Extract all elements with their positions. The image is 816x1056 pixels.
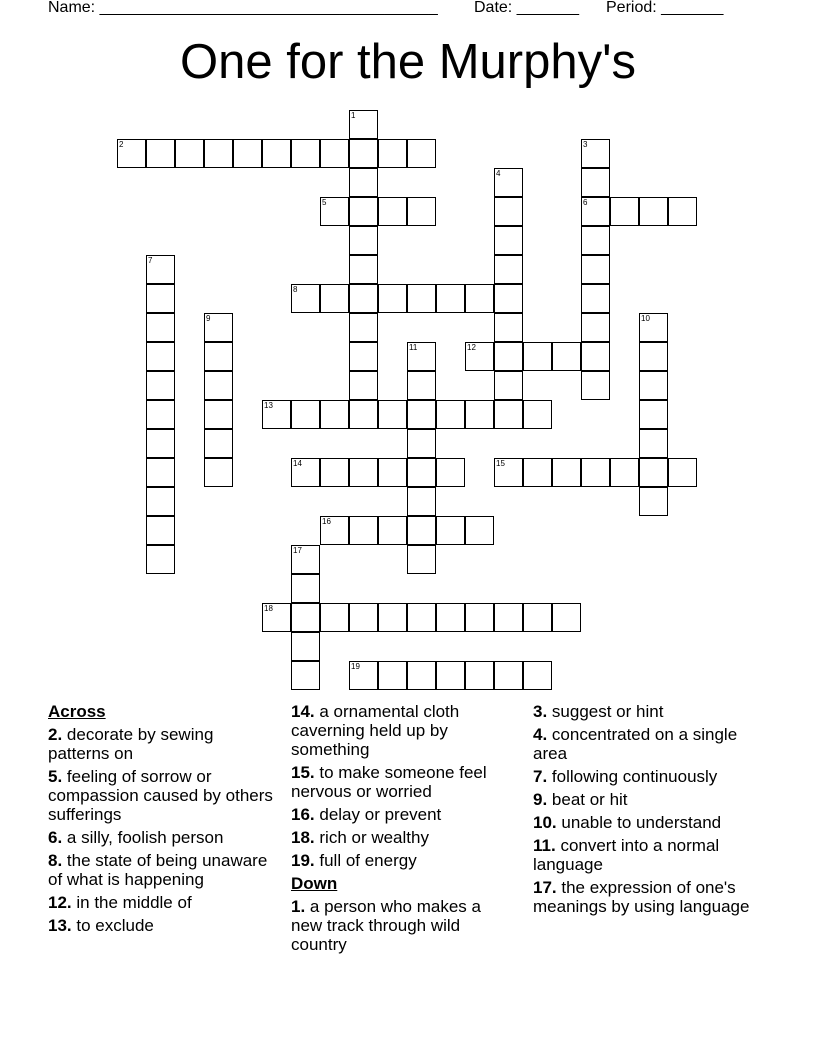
- grid-cell[interactable]: [436, 284, 465, 313]
- grid-cell[interactable]: [349, 226, 378, 255]
- grid-cell[interactable]: [291, 400, 320, 429]
- grid-cell[interactable]: [378, 284, 407, 313]
- clue-number: 1: [351, 111, 356, 120]
- clue-across-16: 16. delay or prevent: [291, 805, 442, 824]
- grid-cell[interactable]: [378, 516, 407, 545]
- clue-number: 5: [322, 198, 327, 207]
- grid-cell[interactable]: [146, 429, 175, 458]
- grid-cell[interactable]: [407, 371, 436, 400]
- grid-cell[interactable]: [349, 197, 378, 226]
- clue-across-13: 13. to exclude: [48, 916, 154, 935]
- grid-cell[interactable]: [523, 342, 552, 371]
- grid-cell[interactable]: [581, 168, 610, 197]
- clue-number: 2: [119, 140, 124, 149]
- grid-cell[interactable]: [436, 603, 465, 632]
- grid-cell[interactable]: [436, 516, 465, 545]
- clue-number: 3: [583, 140, 588, 149]
- clue-across-5: 5. feeling of sorrow or compassion caused by others sufferings: [48, 767, 273, 824]
- grid-cell[interactable]: [639, 197, 668, 226]
- grid-cell[interactable]: [668, 197, 697, 226]
- grid-cell[interactable]: [407, 429, 436, 458]
- grid-cell[interactable]: [320, 603, 349, 632]
- grid-cell[interactable]: [349, 371, 378, 400]
- grid-cell[interactable]: [523, 603, 552, 632]
- grid-cell[interactable]: [291, 661, 320, 690]
- clue-number: 15: [496, 459, 505, 468]
- grid-cell[interactable]: [146, 458, 175, 487]
- grid-cell[interactable]: [146, 255, 175, 284]
- grid-cell[interactable]: [146, 545, 175, 574]
- grid-cell[interactable]: [291, 284, 320, 313]
- grid-cell[interactable]: [523, 400, 552, 429]
- grid-cell[interactable]: [320, 197, 349, 226]
- grid-cell[interactable]: [291, 632, 320, 661]
- grid-cell[interactable]: [204, 342, 233, 371]
- grid-cell[interactable]: [581, 458, 610, 487]
- grid-cell[interactable]: [378, 400, 407, 429]
- grid-cell[interactable]: [146, 487, 175, 516]
- clue-down-3: 3. suggest or hint: [533, 702, 664, 721]
- grid-cell[interactable]: [349, 168, 378, 197]
- clue-number: 6: [583, 198, 588, 207]
- grid-cell[interactable]: [581, 371, 610, 400]
- grid-cell[interactable]: [291, 458, 320, 487]
- grid-cell[interactable]: [233, 139, 262, 168]
- grid-cell[interactable]: [407, 458, 436, 487]
- grid-cell[interactable]: [378, 661, 407, 690]
- clue-number: 9: [206, 314, 211, 323]
- grid-cell[interactable]: [552, 342, 581, 371]
- grid-cell[interactable]: [204, 313, 233, 342]
- grid-cell[interactable]: [320, 458, 349, 487]
- grid-cell[interactable]: [378, 458, 407, 487]
- grid-cell[interactable]: [204, 458, 233, 487]
- clue-number: 13: [264, 401, 273, 410]
- grid-cell[interactable]: [552, 603, 581, 632]
- grid-cell[interactable]: [204, 139, 233, 168]
- grid-cell[interactable]: [494, 458, 523, 487]
- grid-cell[interactable]: [117, 139, 146, 168]
- grid-cell[interactable]: [494, 371, 523, 400]
- grid-cell[interactable]: [465, 603, 494, 632]
- grid-cell[interactable]: [349, 661, 378, 690]
- grid-cell[interactable]: [378, 139, 407, 168]
- name-field-label: Name: ______________________________________: [48, 0, 438, 16]
- clue-down-1: 1. a person who makes a new track through wild country: [291, 897, 481, 954]
- grid-cell[interactable]: [146, 400, 175, 429]
- clue-across-14: 14. a ornamental cloth caverning held up by something: [291, 702, 460, 759]
- grid-cell[interactable]: [349, 342, 378, 371]
- grid-cell[interactable]: [465, 661, 494, 690]
- clue-number: 11: [409, 343, 418, 352]
- grid-cell[interactable]: [175, 139, 204, 168]
- grid-cell[interactable]: [639, 487, 668, 516]
- clue-down-11: 11. convert into a normal language: [533, 836, 720, 874]
- grid-cell[interactable]: [639, 342, 668, 371]
- grid-cell[interactable]: [146, 139, 175, 168]
- down-heading: Down: [291, 874, 338, 893]
- grid-cell[interactable]: [494, 313, 523, 342]
- clue-number: 8: [293, 285, 298, 294]
- grid-cell[interactable]: [407, 197, 436, 226]
- clue-number: 19: [351, 662, 360, 671]
- grid-cell[interactable]: [320, 284, 349, 313]
- grid-cell[interactable]: [407, 487, 436, 516]
- grid-cell[interactable]: [407, 284, 436, 313]
- grid-cell[interactable]: [581, 139, 610, 168]
- clue-down-9: 9. beat or hit: [533, 790, 628, 809]
- clue-number: 10: [641, 314, 650, 323]
- grid-cell[interactable]: [668, 458, 697, 487]
- grid-cell[interactable]: [581, 284, 610, 313]
- grid-cell[interactable]: [465, 516, 494, 545]
- clue-across-18: 18. rich or wealthy: [291, 828, 429, 847]
- grid-cell[interactable]: [494, 255, 523, 284]
- grid-cell[interactable]: [204, 400, 233, 429]
- period-field-label: Period: _______: [606, 0, 724, 16]
- grid-cell[interactable]: [320, 400, 349, 429]
- grid-cell[interactable]: [262, 139, 291, 168]
- grid-cell[interactable]: [610, 197, 639, 226]
- grid-cell[interactable]: [349, 313, 378, 342]
- clue-down-4: 4. concentrated on a single area: [533, 725, 738, 763]
- clues-column-1: [48, 702, 278, 939]
- grid-cell[interactable]: [465, 342, 494, 371]
- grid-cell[interactable]: [407, 545, 436, 574]
- grid-cell[interactable]: [349, 110, 378, 139]
- grid-cell[interactable]: [204, 429, 233, 458]
- grid-cell[interactable]: [494, 197, 523, 226]
- grid-cell[interactable]: [494, 168, 523, 197]
- across-heading: Across: [48, 702, 106, 721]
- grid-cell[interactable]: [262, 603, 291, 632]
- grid-cell[interactable]: [581, 313, 610, 342]
- date-field-label: Date: _______: [474, 0, 579, 16]
- grid-cell[interactable]: [494, 342, 523, 371]
- grid-cell[interactable]: [407, 400, 436, 429]
- grid-cell[interactable]: [639, 371, 668, 400]
- clue-across-6: 6. a silly, foolish person: [48, 828, 224, 847]
- clues-column-2: [291, 702, 516, 958]
- clue-down-10: 10. unable to understand: [533, 813, 722, 832]
- grid-cell[interactable]: [523, 458, 552, 487]
- grid-cell[interactable]: [494, 400, 523, 429]
- grid-cell[interactable]: [262, 400, 291, 429]
- grid-cell[interactable]: [320, 516, 349, 545]
- grid-cell[interactable]: [349, 284, 378, 313]
- grid-cell[interactable]: [320, 139, 349, 168]
- grid-cell[interactable]: [639, 458, 668, 487]
- clue-number: 12: [467, 343, 476, 352]
- grid-cell[interactable]: [291, 139, 320, 168]
- clue-number: 14: [293, 459, 302, 468]
- grid-cell[interactable]: [581, 255, 610, 284]
- grid-cell[interactable]: [291, 574, 320, 603]
- grid-cell[interactable]: [146, 313, 175, 342]
- grid-cell[interactable]: [581, 342, 610, 371]
- clue-across-15: 15. to make someone feel nervous or worried: [291, 763, 487, 801]
- grid-cell[interactable]: [146, 516, 175, 545]
- clue-down-7: 7. following continuously: [533, 767, 718, 786]
- grid-cell[interactable]: [407, 139, 436, 168]
- grid-cell[interactable]: [465, 284, 494, 313]
- clue-number: 16: [322, 517, 331, 526]
- grid-cell[interactable]: [378, 197, 407, 226]
- grid-cell[interactable]: [523, 661, 552, 690]
- clue-down-17: 17. the expression of one's meanings by using language: [533, 878, 750, 916]
- grid-cell[interactable]: [407, 342, 436, 371]
- clue-across-12: 12. in the middle of: [48, 893, 192, 912]
- page-title: One for the Murphy's: [179, 35, 636, 89]
- clue-number: 4: [496, 169, 501, 178]
- grid-cell[interactable]: [494, 661, 523, 690]
- grid-cell[interactable]: [349, 458, 378, 487]
- grid-cell[interactable]: [146, 371, 175, 400]
- grid-cell[interactable]: [349, 400, 378, 429]
- grid-cell[interactable]: [581, 197, 610, 226]
- clues-column-3: [533, 702, 763, 920]
- grid-cell[interactable]: [465, 400, 494, 429]
- grid-cell[interactable]: [494, 226, 523, 255]
- grid-cell[interactable]: [349, 255, 378, 284]
- grid-cell[interactable]: [610, 458, 639, 487]
- grid-cell[interactable]: [581, 226, 610, 255]
- grid-cell[interactable]: [436, 661, 465, 690]
- grid-cell[interactable]: [494, 603, 523, 632]
- grid-cell[interactable]: [349, 516, 378, 545]
- grid-cell[interactable]: [436, 400, 465, 429]
- grid-cell[interactable]: [639, 429, 668, 458]
- clue-across-8: 8. the state of being unaware of what is happening: [48, 851, 268, 889]
- clue-number: 18: [264, 604, 273, 613]
- grid-cell[interactable]: [552, 458, 581, 487]
- grid-cell[interactable]: [639, 400, 668, 429]
- grid-cell[interactable]: [639, 313, 668, 342]
- clue-number: 17: [293, 546, 302, 555]
- grid-cell[interactable]: [204, 371, 233, 400]
- grid-cell[interactable]: [349, 603, 378, 632]
- grid-cell[interactable]: [407, 516, 436, 545]
- grid-cell[interactable]: [146, 342, 175, 371]
- grid-cell[interactable]: [407, 661, 436, 690]
- grid-cell[interactable]: [291, 603, 320, 632]
- grid-cell[interactable]: [494, 284, 523, 313]
- grid-cell[interactable]: [436, 458, 465, 487]
- clue-across-19: 19. full of energy: [291, 851, 417, 870]
- grid-cell[interactable]: [349, 139, 378, 168]
- grid-cell[interactable]: [407, 603, 436, 632]
- grid-cell[interactable]: [378, 603, 407, 632]
- clue-number: 7: [148, 256, 153, 265]
- clue-across-2: 2. decorate by sewing patterns on: [48, 725, 214, 763]
- grid-cell[interactable]: [291, 545, 320, 574]
- grid-cell[interactable]: [146, 284, 175, 313]
